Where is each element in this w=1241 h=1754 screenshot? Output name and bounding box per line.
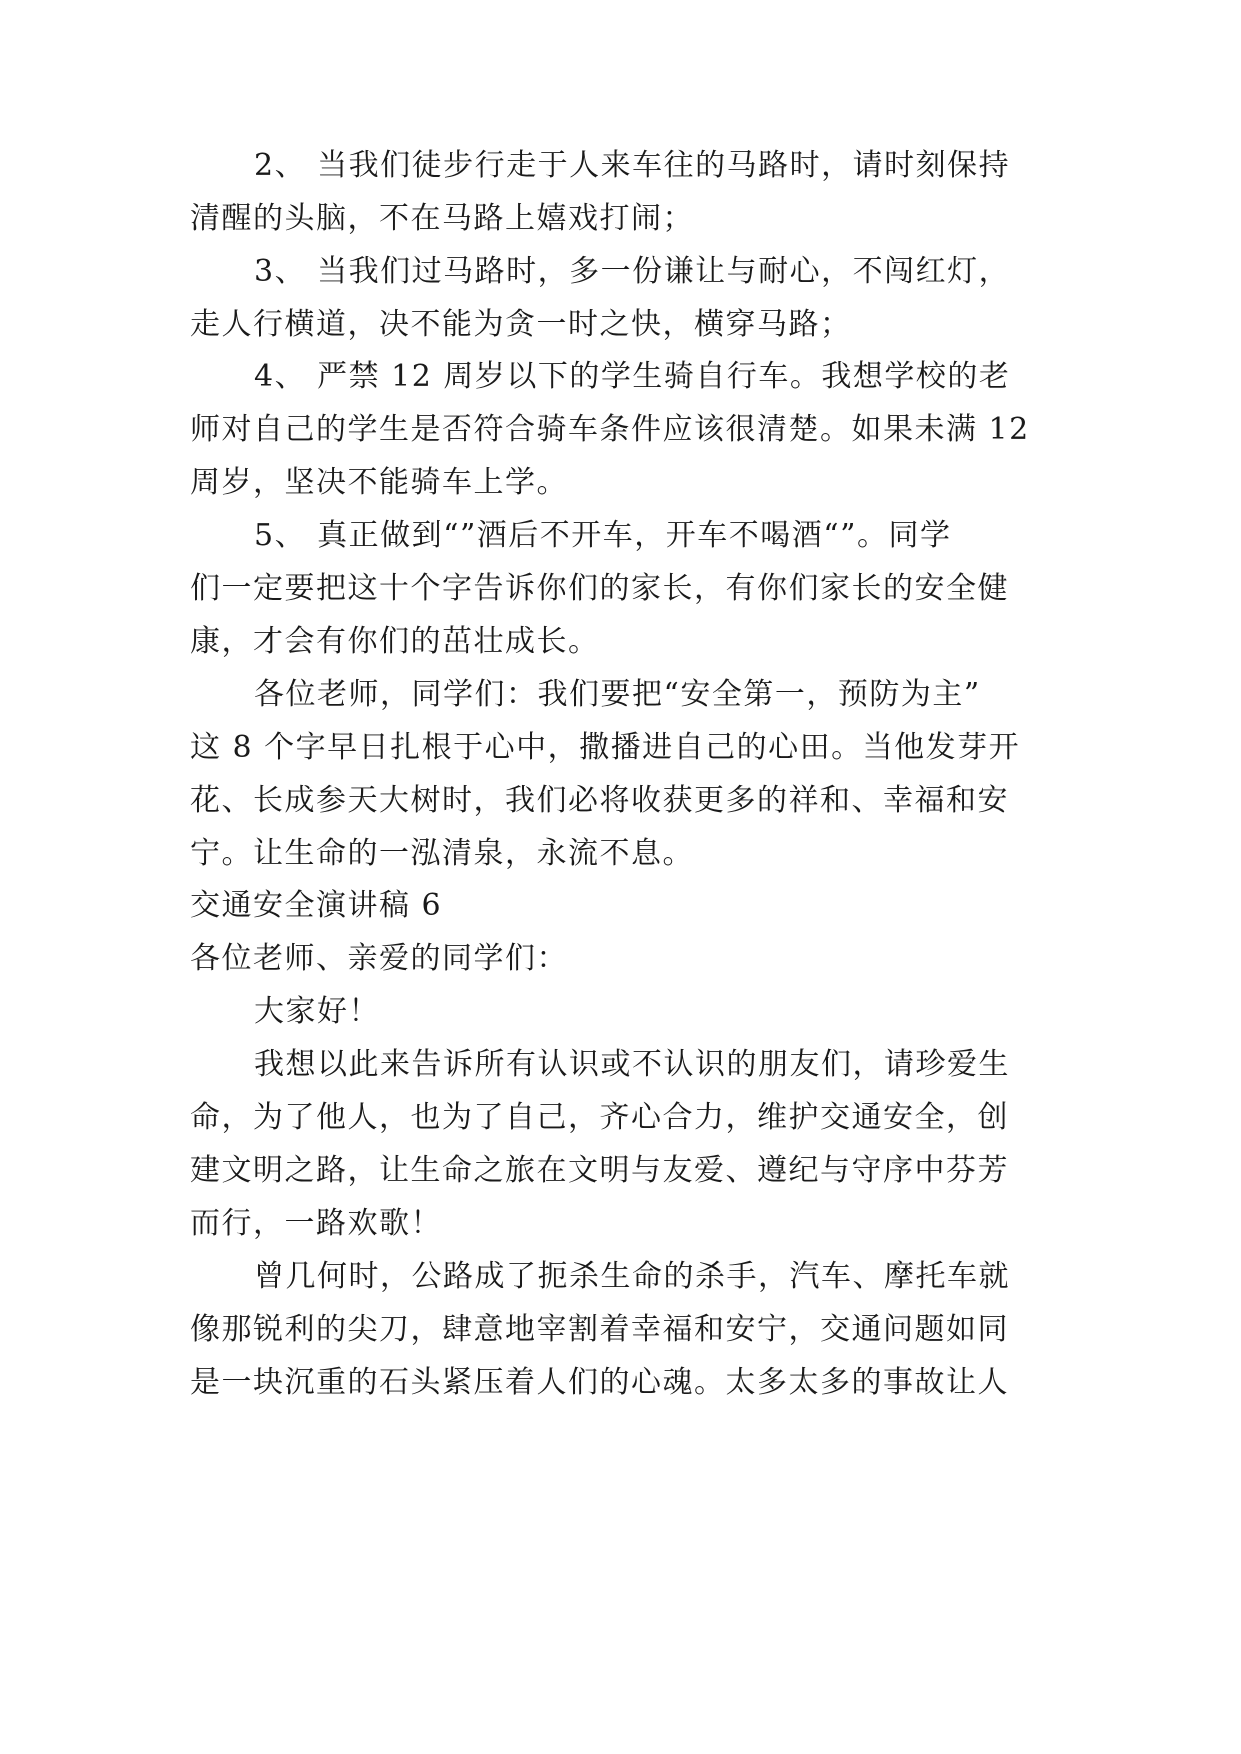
paragraph-line: 4、 严禁 12 周岁以下的学生骑自行车。我想学校的老 [254, 359, 1011, 394]
paragraph-line: 曾几何时，公路成了扼杀生命的杀手，汽车、摩托车就 [254, 1259, 1010, 1294]
paragraph-line: 2、 当我们徒步行走于人来车往的马路时，请时刻保持 [254, 148, 1011, 183]
paragraph-line: 我想以此来告诉所有认识或不认识的朋友们，请珍爱生 [254, 1047, 1010, 1082]
salutation: 各位老师、亲爱的同学们： [190, 941, 568, 976]
paragraph-line: 们一定要把这十个字告诉你们的家长，有你们家长的安全健 [190, 571, 1009, 606]
paragraph-line: 是一块沉重的石头紧压着人们的心魂。太多太多的事故让人 [190, 1365, 1009, 1400]
paragraph-line: 师对自己的学生是否符合骑车条件应该很清楚。如果未满 12 [190, 412, 1030, 447]
paragraph-line: 命，为了他人，也为了自己，齐心合力，维护交通安全，创 [190, 1100, 1009, 1135]
paragraph-line: 走人行横道，决不能为贪一时之快，横穿马路； [190, 307, 852, 342]
paragraph-line: 建文明之路，让生命之旅在文明与友爱、遵纪与守序中芬芳 [190, 1153, 1009, 1188]
paragraph-line: 而行，一路欢歌！ [190, 1206, 442, 1241]
paragraph-line: 周岁，坚决不能骑车上学。 [190, 465, 568, 500]
paragraph-line: 宁。让生命的一泓清泉，永流不息。 [190, 836, 694, 871]
paragraph-line: 清醒的头脑，不在马路上嬉戏打闹； [190, 201, 694, 236]
paragraph-line: 康，才会有你们的茁壮成长。 [190, 624, 600, 659]
paragraph-line: 像那锐利的尖刀，肆意地宰割着幸福和安宁，交通问题如同 [190, 1312, 1009, 1347]
paragraph-line: 这 8 个字早日扎根于心中，撒播进自己的心田。当他发芽开 [190, 730, 1021, 765]
paragraph-line: 各位老师，同学们：我们要把“安全第一，预防为主” [254, 677, 981, 712]
paragraph-line: 花、长成参天大树时，我们必将收获更多的祥和、幸福和安 [190, 783, 1009, 818]
greeting: 大家好！ [254, 994, 380, 1029]
section-heading: 交通安全演讲稿 6 [190, 888, 443, 923]
paragraph-line: 3、 当我们过马路时，多一份谦让与耐心，不闯红灯， [254, 254, 1011, 289]
paragraph-line: 5、 真正做到“”酒后不开车，开车不喝酒“”。同学 [254, 518, 952, 553]
